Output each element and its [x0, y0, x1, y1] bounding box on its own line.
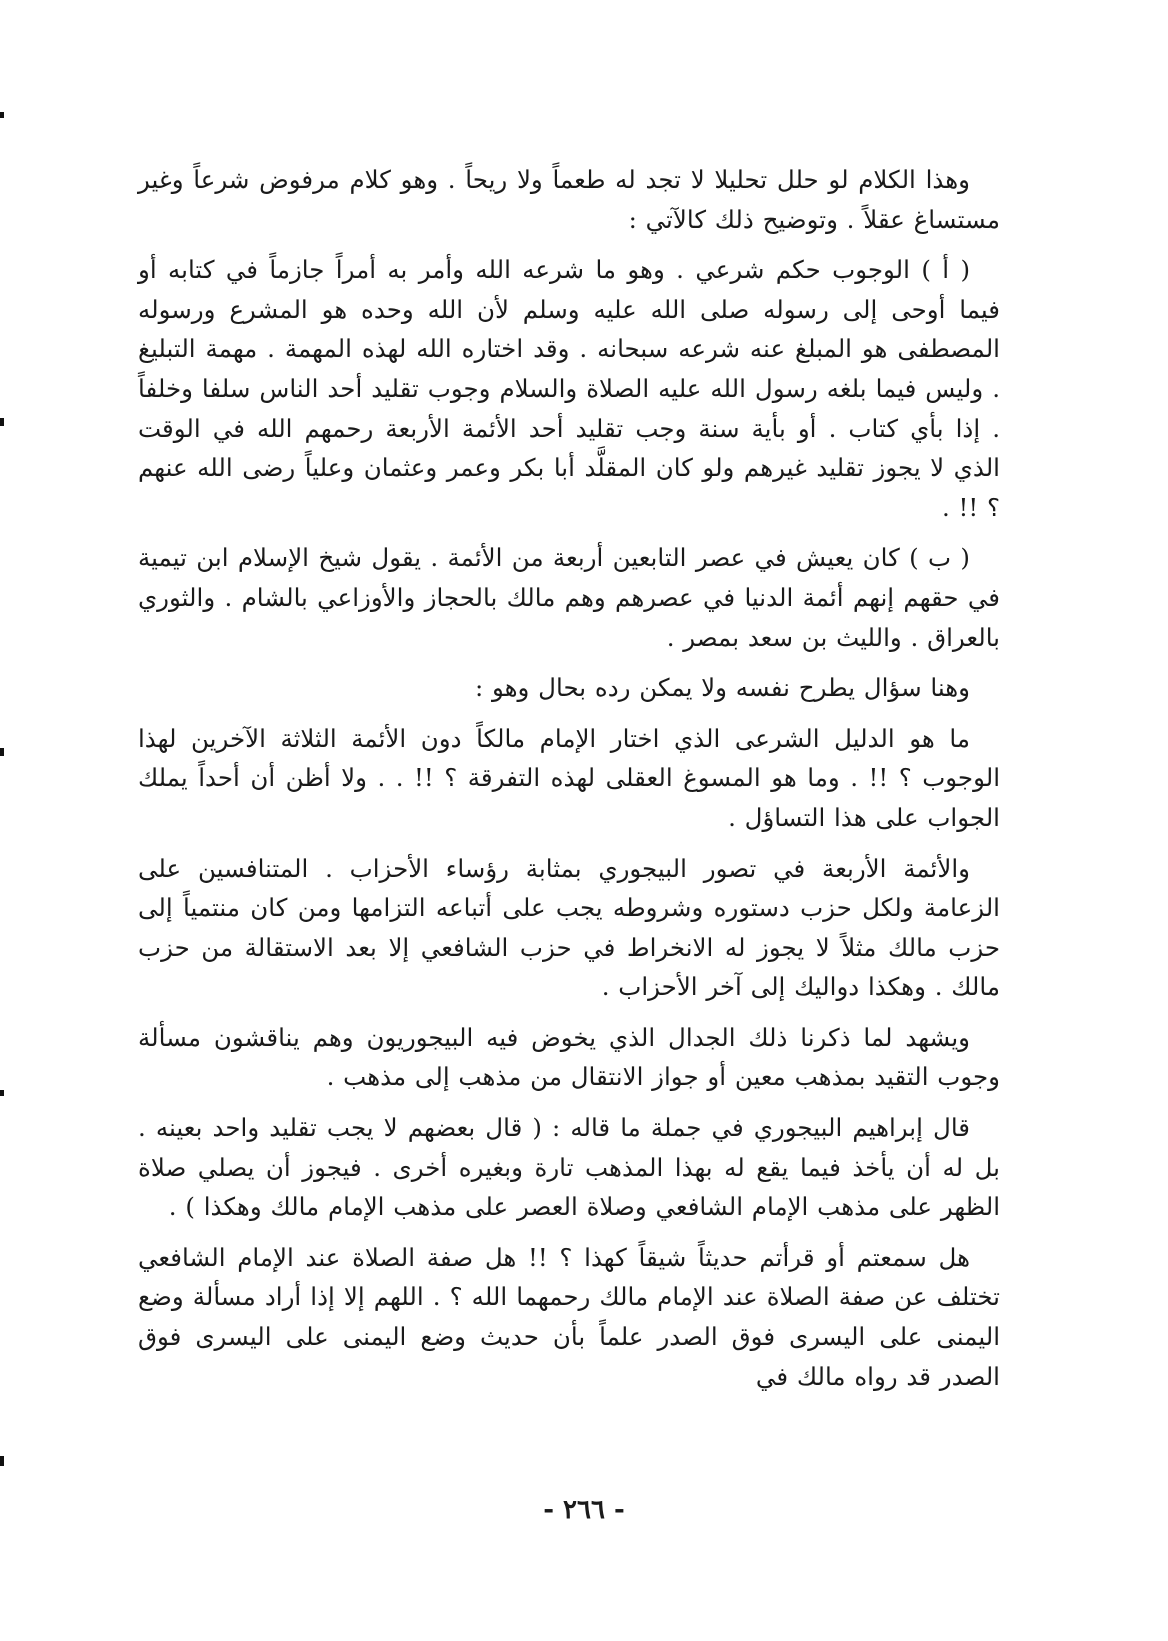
paragraph-debate: ويشهد لما ذكرنا ذلك الجدال الذي يخوض فيه البيجوريون وهم يناقشون مسألة وجوب التقيد بمذهب معين أو جواز الانتقال من مذهب إلى مذهب .: [138, 1022, 1000, 1092]
scan-edge-mark: [0, 418, 4, 426]
paragraph-quotation: قال إبراهيم البيجوري في جملة ما قاله : ( قال بعضهم لا يجب تقليد واحد بعينه . بل له أن يأخذ فيما يقع له بهذا المذهب تارة وبغيره أخرى . فيجوز أن يصلي صلاة الظهر على مذهب الإمام الشافعي وصلاة العصر على مذهب الإمام مالك وهكذا ) .: [138, 1113, 1000, 1222]
paragraph-point-b: ( ب ) كان يعيش في عصر التابعين أربعة من الأئمة . يقول شيخ الإسلام ابن تيمية في حقهم إنهم أئمة الدنيا في عصرهم وهم مالك بالحجاز والأوزاعي بالشام . والثوري بالعراق . والليث بن سعد بمصر .: [138, 543, 1000, 652]
paragraph-commentary: هل سمعتم أو قرأتم حديثاً شيقاً كهذا ؟ !! هل صفة الصلاة عند الإمام الشافعي تختلف عن صفة الصلاة عند الإمام مالك رحمهما الله ؟ . اللهم إلا إذا أراد مسألة وضع اليمنى على اليسرى فوق الصدر علماً بأن حديث وضع اليمنى على اليسرى فوق الصدر قد رواه مالك في: [138, 1242, 1000, 1391]
paragraph-question: ما هو الدليل الشرعى الذي اختار الإمام مالكاً دون الأئمة الثلاثة الآخرين لهذا الوجوب ؟ !! . وما هو المسوغ العقلى لهذه التفرقة ؟ !! . . ولا أظن أن أحداً يملك الجواب على هذا التساؤل .: [138, 723, 1000, 832]
paragraph-intro: وهذا الكلام لو حلل تحليلا لا تجد له طعماً ولا ريحاً . وهو كلام مرفوض شرعاً وغير مستساغ عقلاً . وتوضيح ذلك كالآتي :: [138, 165, 1000, 234]
paragraph-parties-analogy: والأئمة الأربعة في تصور البيجوري بمثابة رؤساء الأحزاب . المتنافسين على الزعامة ولكل حزب دستوره وشروطه يجب على أتباعه التزامها ومن كان منتمياً إلى حزب مالك مثلاً لا يجوز له الانخراط في حزب الشافعي إلا بعد الاستقالة من حزب مالك . وهكذا دواليك إلى آخر الأحزاب .: [138, 853, 1000, 1002]
paragraph-question-intro: وهنا سؤال يطرح نفسه ولا يمكن رده بحال وهو :: [474, 673, 970, 703]
scan-edge-mark: [0, 112, 4, 118]
scan-edge-mark: [0, 1456, 4, 1466]
scan-edge-mark: [0, 1090, 4, 1096]
paragraph-point-a: ( أ ) الوجوب حكم شرعي . وهو ما شرعه الله وأمر به أمراً جازماً في كتابه أو فيما أوحى إلى رسوله صلى الله عليه وسلم لأن الله وحده هو المشرع ورسوله المصطفى هو المبلغ عنه شرعه سبحانه . وقد اختاره الله لهذه المهمة . مهمة التبليغ . وليس فيما بلغه رسول الله عليه الصلاة والسلام وجوب تقليد أحد الناس سلفا وخلفاً . إذا بأي كتاب . أو بأية سنة وجب تقليد أحد الأئمة الأربعة رحمهم الله في الوقت الذي لا يجوز تقليد غيرهم ولو كان المقلَّد أبا بكر وعمر وعثمان وعلياً رضى الله عنهم ؟ !! .: [138, 255, 1000, 522]
body-text: [138, 160, 1000, 1396]
page-number: - ٢٦٦ -: [543, 1495, 625, 1525]
scan-edge-mark: [0, 748, 4, 756]
